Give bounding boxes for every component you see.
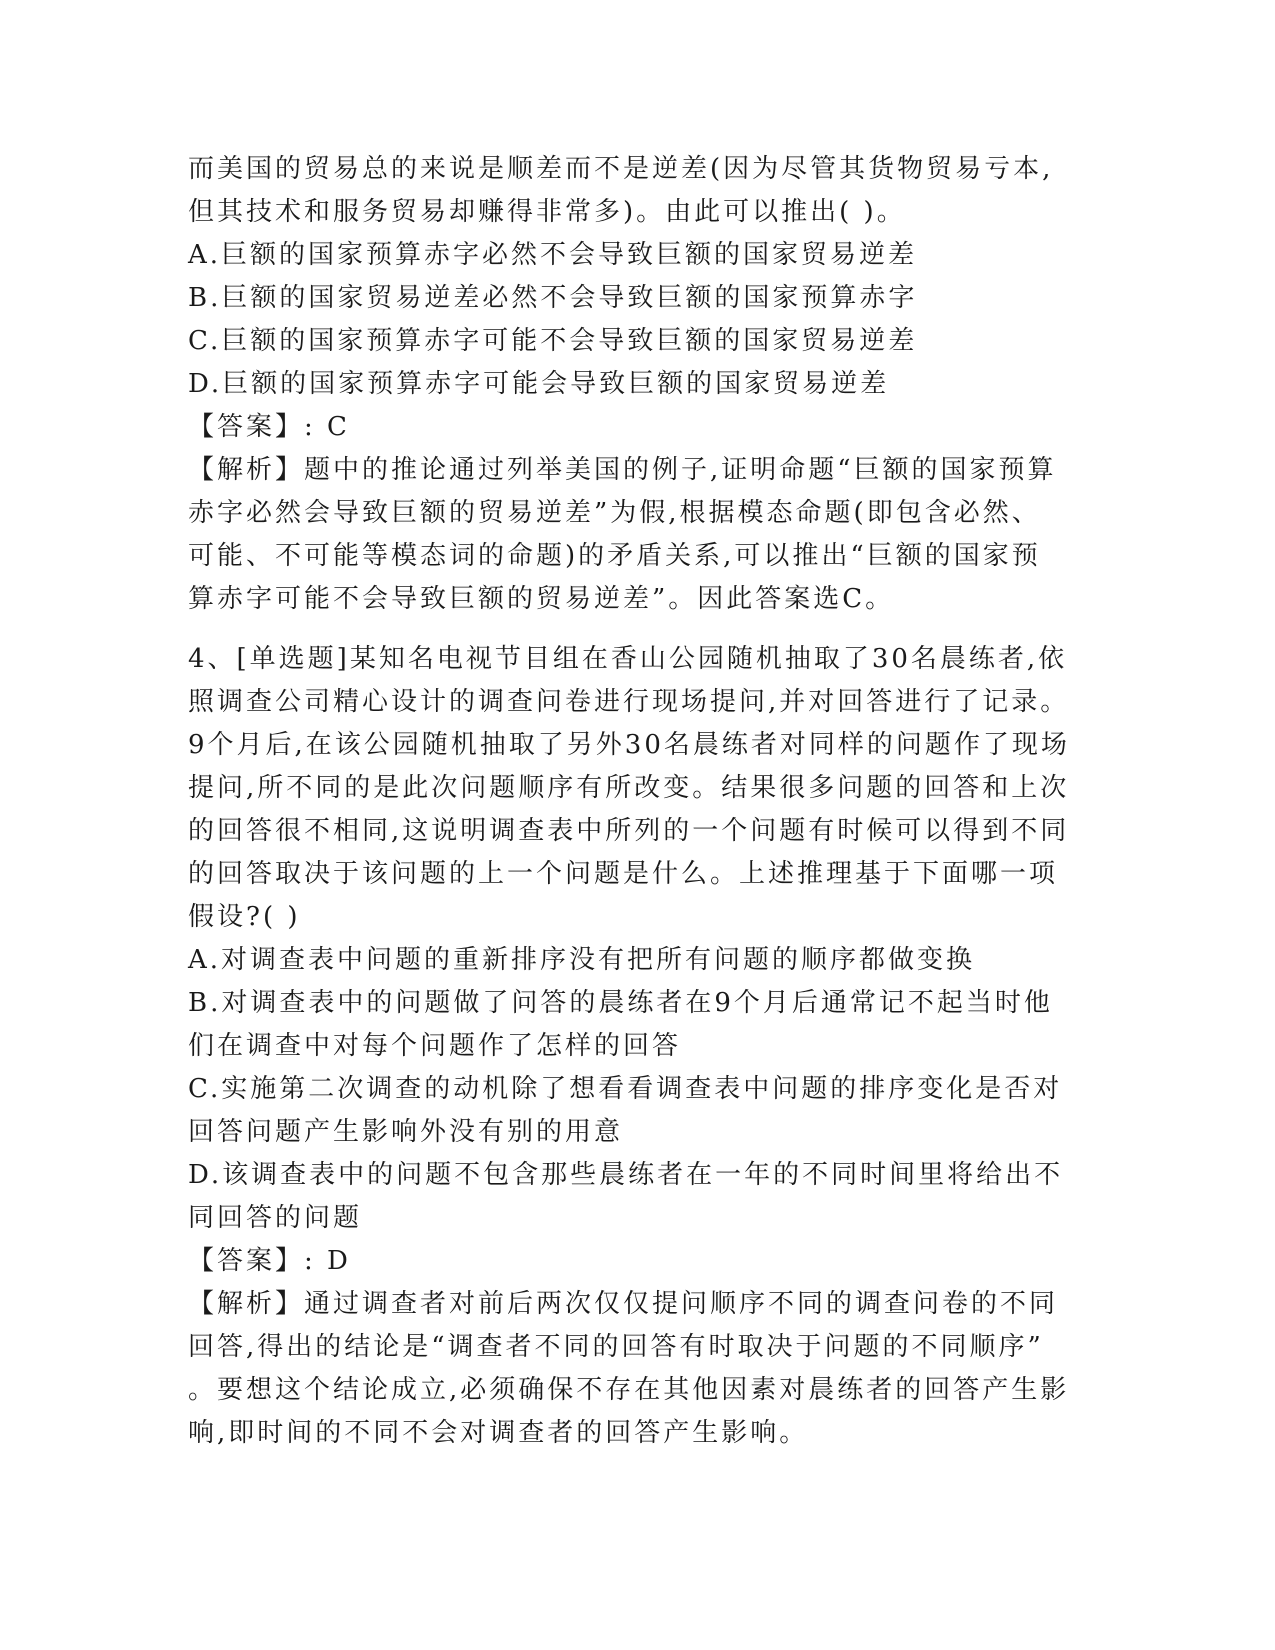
analysis-line: 可能、不可能等模态词的命题)的矛盾关系,可以推出“巨额的国家预	[188, 541, 1041, 571]
analysis-line: 算赤字可能不会导致巨额的贸易逆差”。因此答案选C。	[188, 584, 895, 614]
analysis-line: 回答,得出的结论是“调查者不同的回答有时取决于问题的不同顺序”	[188, 1332, 1044, 1362]
option-d: D.巨额的国家预算赤字可能会导致巨额的国家贸易逆差	[188, 369, 890, 399]
question-stem-line: 假设?( )	[188, 902, 301, 932]
question-stem-line: 4、[单选题]某知名电视节目组在香山公园随机抽取了30名晨练者,依	[188, 644, 1068, 674]
option-b-continued: 们在调查中对每个问题作了怎样的回答	[188, 1031, 682, 1061]
question-stem-line: 9个月后,在该公园随机抽取了另外30名晨练者对同样的问题作了现场	[188, 730, 1070, 760]
option-c-continued: 回答问题产生影响外没有别的用意	[188, 1117, 624, 1147]
answer-line: 【答案】: D	[188, 1246, 351, 1276]
option-b: B.对调查表中的问题做了问答的晨练者在9个月后通常记不起当时他	[188, 988, 1053, 1018]
analysis-line: 响,即时间的不同不会对调查者的回答产生影响。	[188, 1418, 809, 1448]
question-stem-line: 的回答很不相同,这说明调查表中所列的一个问题有时候可以得到不同	[188, 816, 1070, 846]
analysis-line: 赤字必然会导致巨额的贸易逆差”为假,根据模态命题(即包含必然、	[188, 498, 1041, 528]
option-d-continued: 同回答的问题	[188, 1203, 363, 1233]
option-c: C.实施第二次调查的动机除了想看看调查表中问题的排序变化是否对	[188, 1074, 1063, 1104]
analysis-line: 。要想这个结论成立,必须确保不存在其他因素对晨练者的回答产生影	[188, 1375, 1070, 1405]
question-stem-line: 提问,所不同的是此次问题顺序有所改变。结果很多问题的回答和上次	[188, 773, 1070, 803]
question-stem-line: 而美国的贸易总的来说是顺差而不是逆差(因为尽管其货物贸易亏本,	[188, 154, 1054, 184]
question-separator	[188, 621, 1088, 638]
option-a: A.对调查表中问题的重新排序没有把所有问题的顺序都做变换	[188, 945, 976, 975]
document-content	[188, 148, 1088, 1455]
option-b: B.巨额的国家贸易逆差必然不会导致巨额的国家预算赤字	[188, 283, 918, 313]
question-4	[188, 638, 1088, 1455]
question-stem-line: 照调查公司精心设计的调查问卷进行现场提问,并对回答进行了记录。	[188, 687, 1070, 717]
option-c: C.巨额的国家预算赤字可能不会导致巨额的国家贸易逆差	[188, 326, 918, 356]
analysis-line: 【解析】通过调查者对前后两次仅仅提问顺序不同的调查问卷的不同	[188, 1289, 1059, 1319]
analysis-line: 【解析】题中的推论通过列举美国的例子,证明命题“巨额的国家预算	[188, 455, 1057, 485]
question-3-continued	[188, 148, 1088, 621]
question-stem-line: 但其技术和服务贸易却赚得非常多)。由此可以推出( )。	[188, 197, 906, 227]
option-a: A.巨额的国家预算赤字必然不会导致巨额的国家贸易逆差	[188, 240, 918, 270]
option-d: D.该调查表中的问题不包含那些晨练者在一年的不同时间里将给出不	[188, 1160, 1064, 1190]
question-stem-line: 的回答取决于该问题的上一个问题是什么。上述推理基于下面哪一项	[188, 859, 1059, 889]
answer-line: 【答案】: C	[188, 412, 350, 442]
